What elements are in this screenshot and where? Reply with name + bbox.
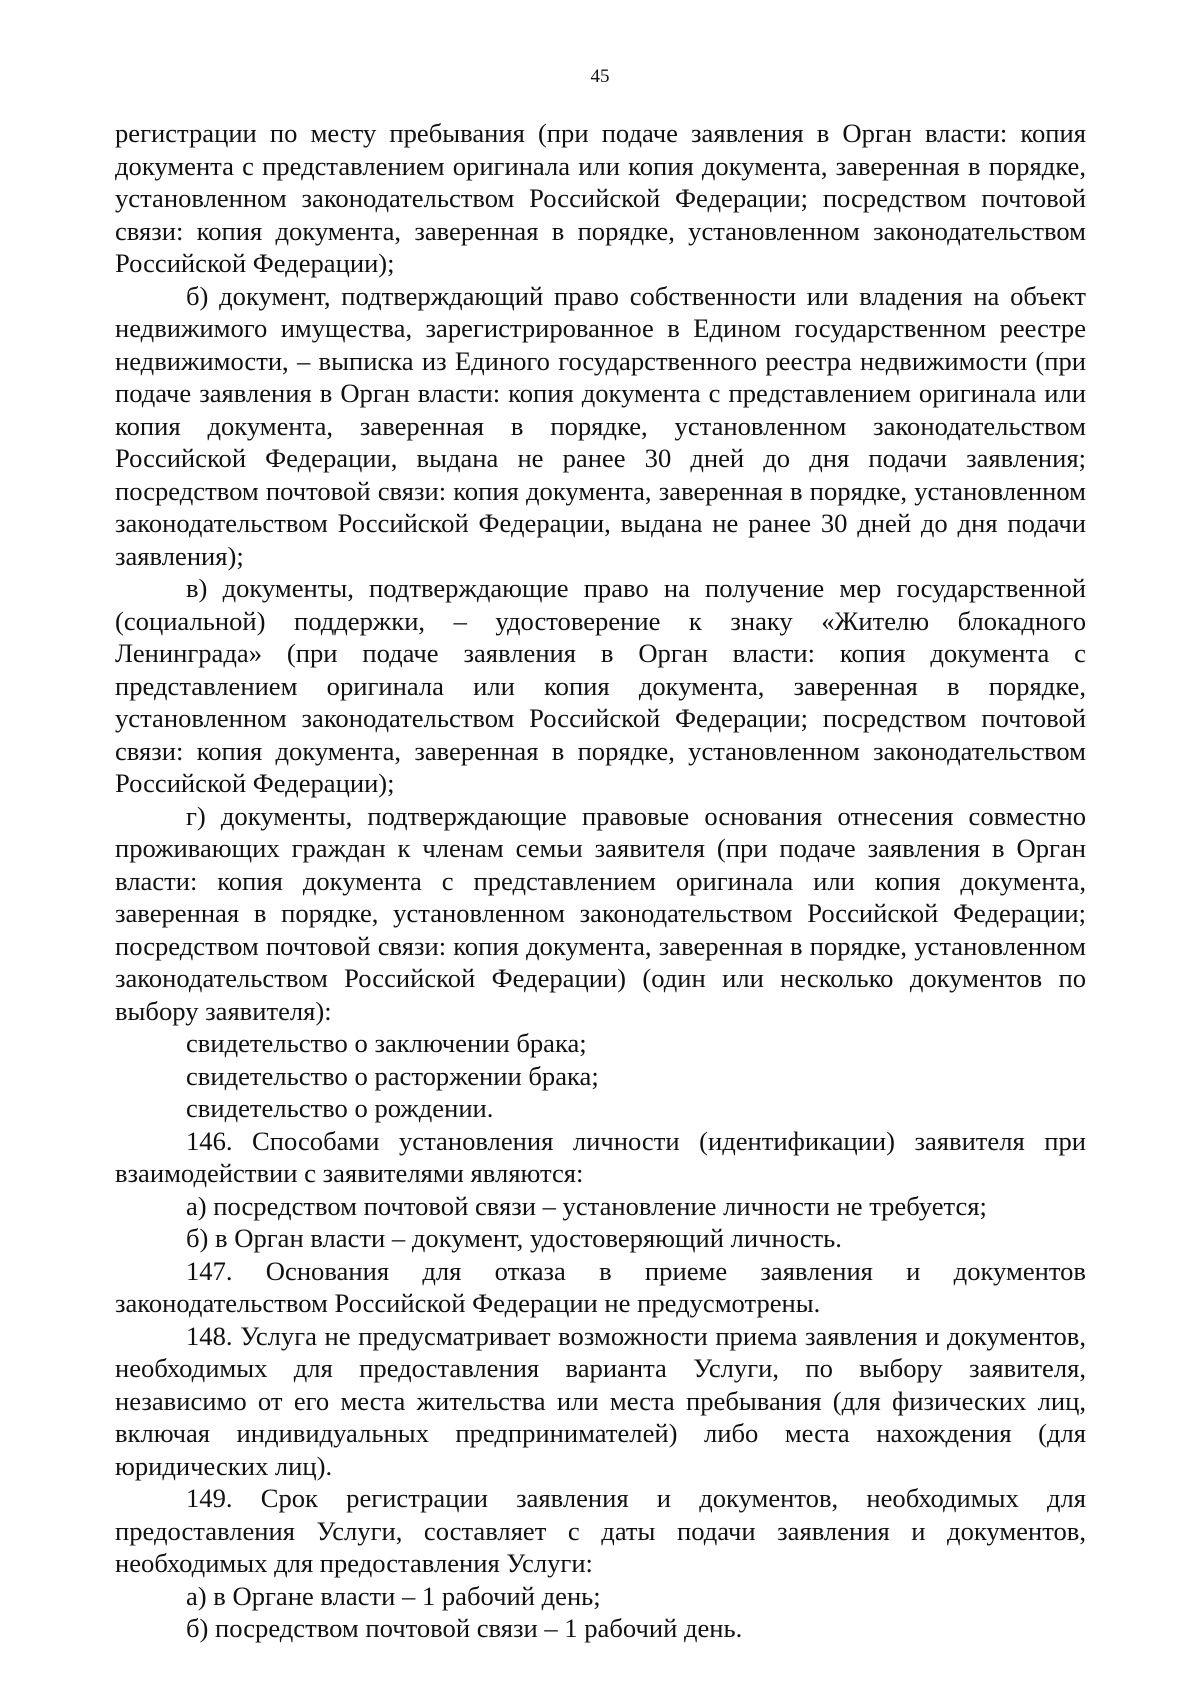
list-item-postal-registration-period: б) посредством почтовой связи – 1 рабочий день. — [186, 1613, 743, 1643]
paragraph-continuation-registration: регистрации по месту пребывания (при подаче заявления в Орган власти: копия документа с представлением оригинала или копия документа, заверенная в порядке, установленном законодательством Российской Федерации; посредством почтовой связи: копия документа, заверенная в порядке, установленном законодательством Российской Федерации); — [115, 118, 1086, 278]
list-item-birth-certificate: свидетельство о рождении. — [186, 1093, 494, 1123]
paragraph-149-registration-period: 149. Срок регистрации заявления и документов, необходимых для предоставления Услуги, составляет с даты подачи заявления и документов, необходимых для предоставления Услуги: — [115, 1483, 1086, 1578]
list-item-divorce-certificate: свидетельство о расторжении брака; — [186, 1060, 599, 1091]
paragraph-148-extraterritorial-acceptance: 148. Услуга не предусматривает возможности приема заявления и документов, необходимых для предоставления варианта Услуги, по выбору заявителя, независимо от его места жительства или места пребывания (для физических лиц, включая индивидуальных предпринимателей) либо места нахождения (для юридических лиц). — [115, 1320, 1086, 1481]
list-item-postal-identification: а) посредством почтовой связи – установление личности не требуется; — [186, 1190, 987, 1221]
paragraph-item-v-support-documents: в) документы, подтверждающие право на получение мер государственной (социальной) поддержки, – удостоверение к знаку «Жителю блокадного Ленинграда» (при подаче заявления в Орган власти: копия документа с представлением оригинала или копия документа, заверенная в порядке, установленном законодательством Российской Федерации; посредством почтовой связи: копия документа, заверенная в порядке, установленном законодательством Российской Федерации); — [115, 573, 1086, 798]
list-item-authority-registration-period: а) в Органе власти – 1 рабочий день; — [186, 1580, 601, 1611]
list-item-marriage-certificate: свидетельство о заключении брака; — [186, 1028, 587, 1058]
list-item-authority-identification: б) в Орган власти – документ, удостоверяющий личность. — [186, 1223, 842, 1253]
paragraph-146-identification-methods: 146. Способами установления личности (идентификации) заявителя при взаимодействии с заявителями являются: — [115, 1125, 1086, 1188]
page-number: 45 — [590, 66, 610, 87]
paragraph-147-refusal-grounds: 147. Основания для отказа в приеме заявления и документов законодательством Российской Федерации не предусмотрены. — [115, 1255, 1086, 1318]
paragraph-item-g-family-documents: г) документы, подтверждающие правовые основания отнесения совместно проживающих граждан к членам семьи заявителя (при подаче заявления в Орган власти: копия документа с представлением оригинала или копия документа, заверенная в порядке, установленном законодательством Российской Федерации; посредством почтовой связи: копия документа, заверенная в порядке, установленном законодательством Российской Федерации) (один или несколько документов по выбору заявителя): — [115, 800, 1086, 1026]
paragraph-item-b-property-document: б) документ, подтверждающий право собственности или владения на объект недвижимого имущества, зарегистрированное в Едином государственном реестре недвижимости, – выписка из Единого государственного реестра недвижимости (при подаче заявления в Орган власти: копия документа с представлением оригинала или копия документа, заверенная в порядке, установленном законодательством Российской Федерации, выдана не ранее 30 дней до дня подачи заявления; посредством почтовой связи: копия документа, заверенная в порядке, установленном законодательством Российской Федерации, выдана не ранее 30 дней до дня подачи заявления); — [115, 280, 1086, 571]
document-body — [115, 117, 1086, 1645]
